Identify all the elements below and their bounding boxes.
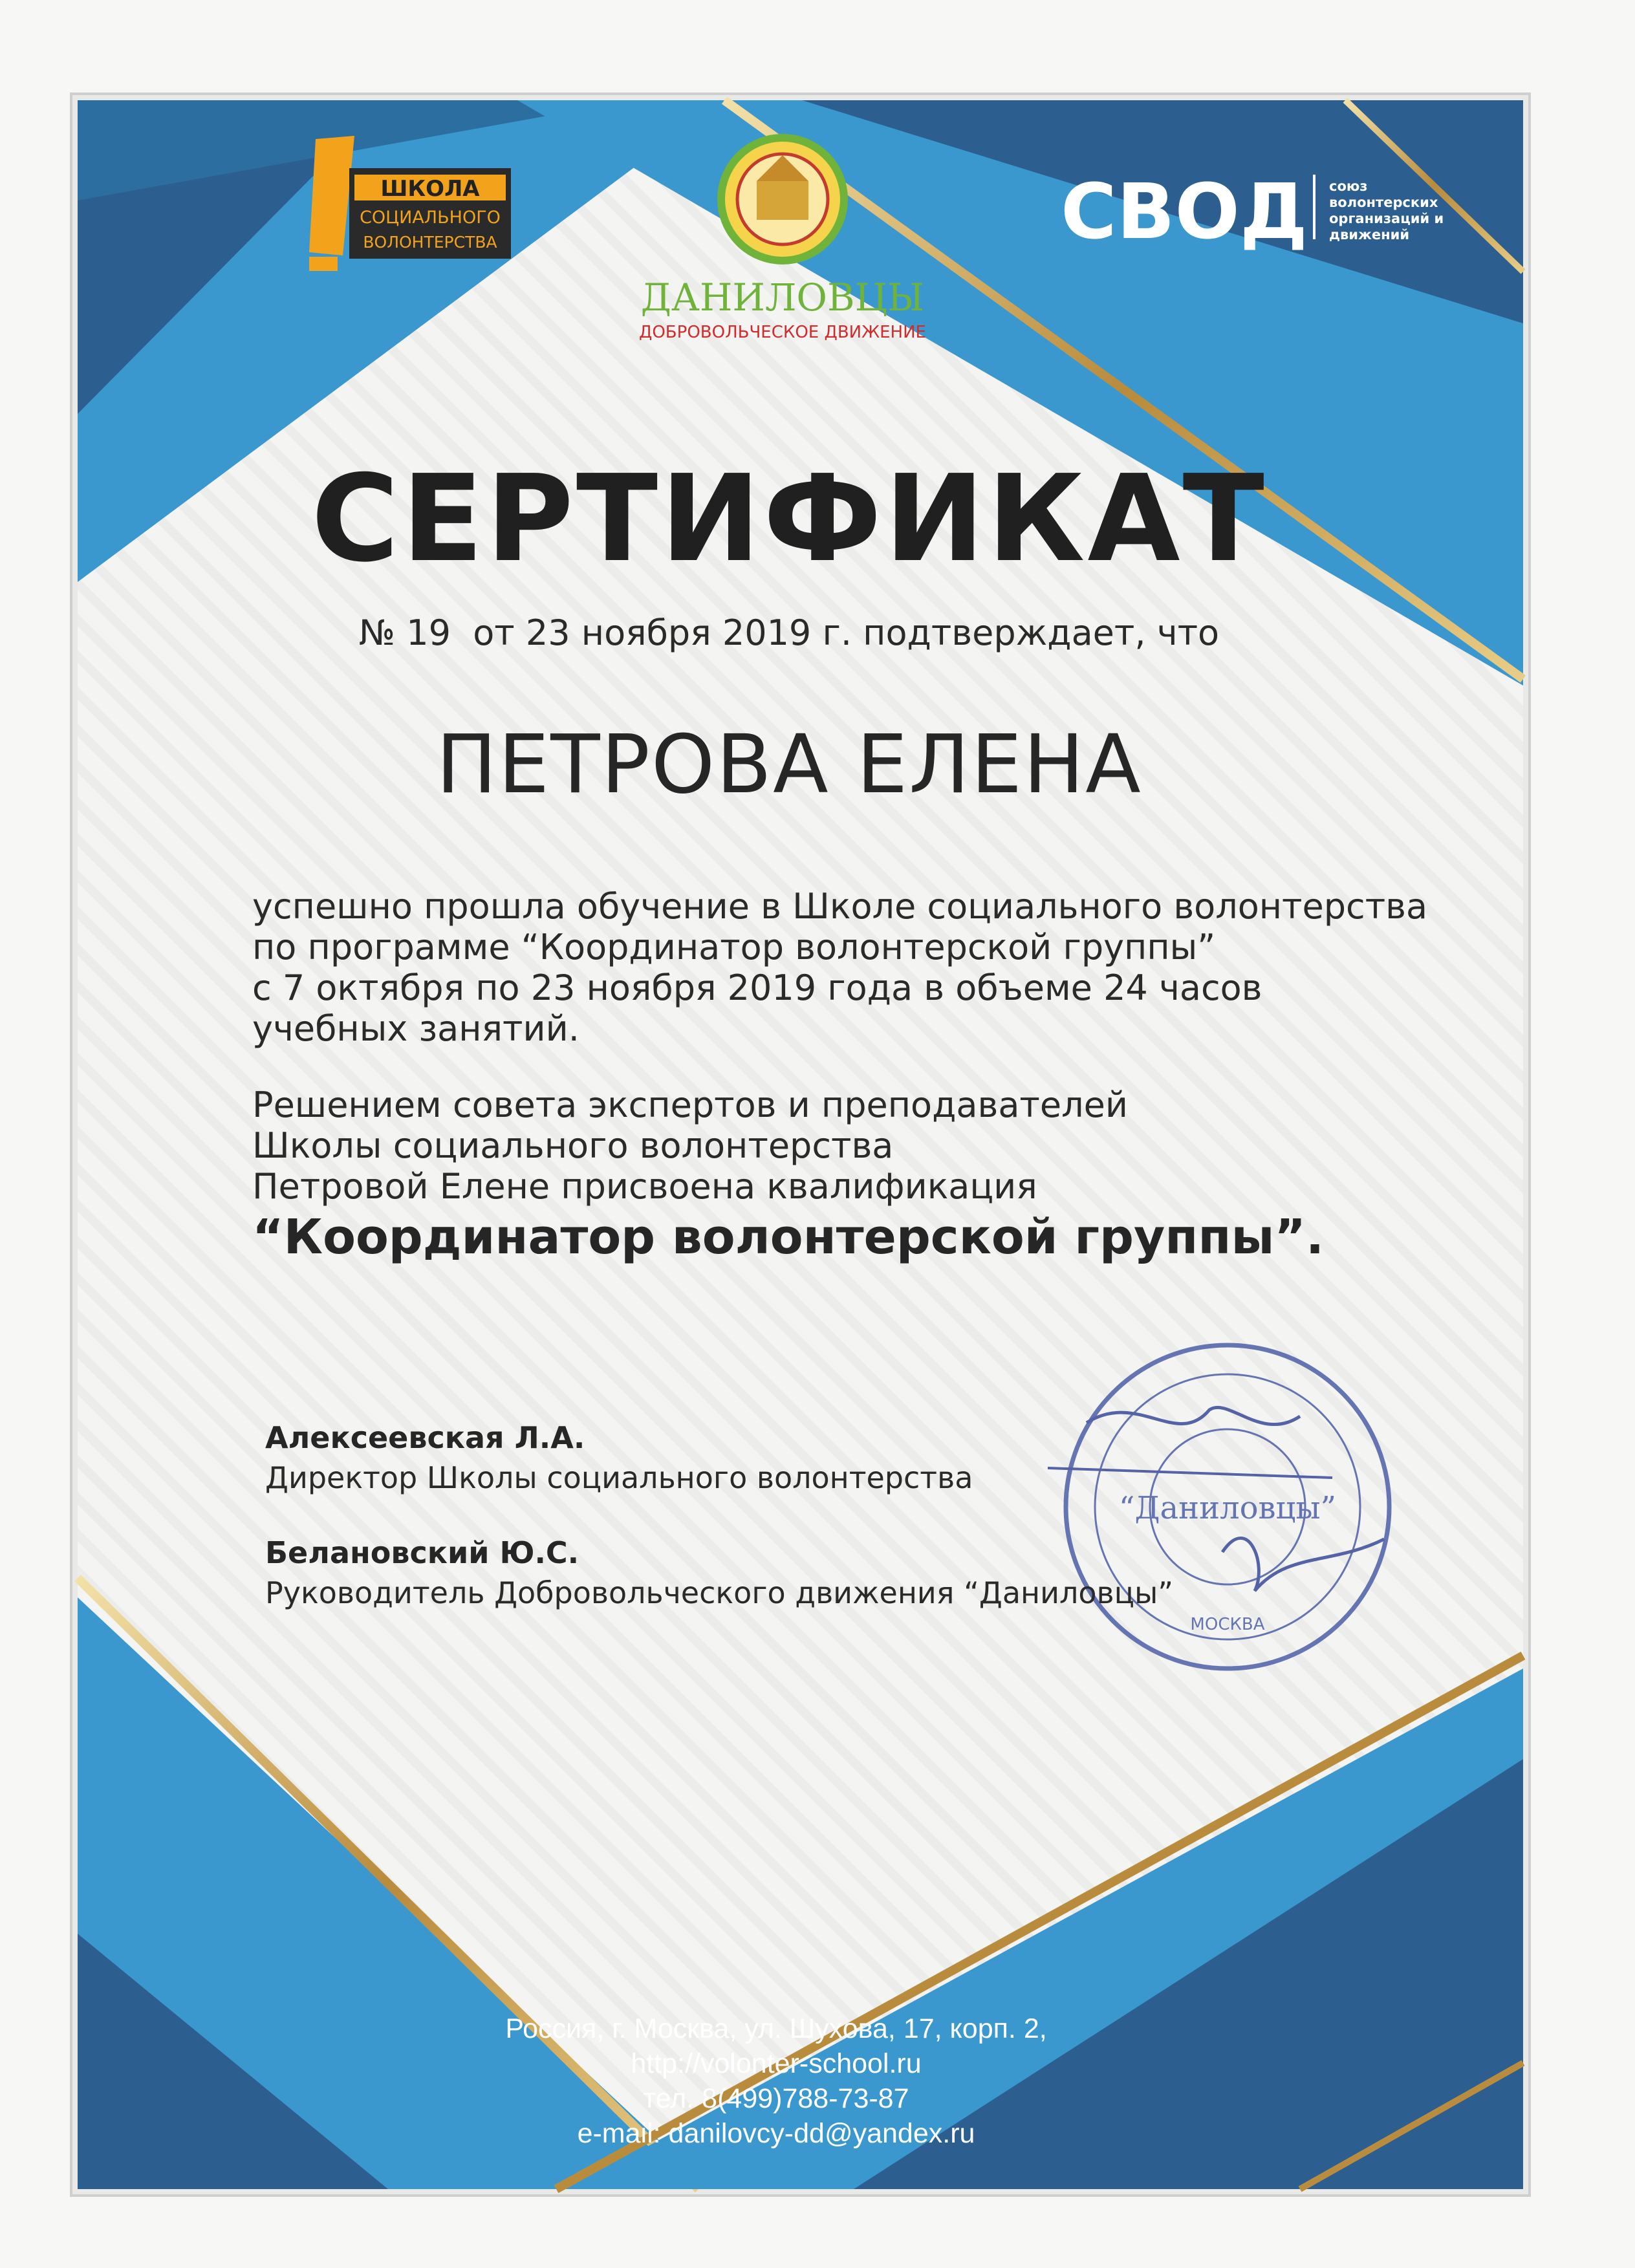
- footer-phone: тел. 8(499)788-73-87: [643, 2083, 909, 2114]
- footer-email: e-mail: danilovcy-dd@yandex.ru: [577, 2118, 975, 2149]
- decision-line: Школы социального волонтерства: [252, 1125, 894, 1166]
- certificate-number-line: № 19 от 23 ноября 2019 г. подтверждает, что: [358, 612, 1220, 653]
- svod-line3: организаций и: [1329, 211, 1444, 226]
- school-logo-line1: ШКОЛА: [380, 176, 480, 202]
- recipient-name: ПЕТРОВА ЕЛЕНА: [436, 718, 1142, 812]
- decision-text: [252, 1085, 1481, 1207]
- svod-line1: союз: [1329, 178, 1368, 194]
- body-line: учебных занятий.: [252, 1008, 579, 1049]
- body-line: успешно прошла обучение в Школе социального волонтерства: [252, 886, 1428, 927]
- decision-line: Петровой Елене присвоена квалификация: [252, 1166, 1037, 1207]
- qualification-title: “Координатор волонтерской группы”.: [252, 1209, 1325, 1265]
- footer-address: Россия, г. Москва, ул. Шухова, 17, корп. 2,: [505, 2013, 1047, 2044]
- footer-contacts: [453, 2011, 1099, 2151]
- signatory-role: Руководитель Добровольческого движения “Даниловцы”: [265, 1575, 1174, 1610]
- signatory-role: Директор Школы социального волонтерства: [265, 1460, 973, 1495]
- certificate-title: СЕРТИФИКАТ: [311, 449, 1267, 589]
- decision-line: Решением совета экспертов и преподавателей: [252, 1085, 1128, 1125]
- svod-name: СВОД: [1061, 167, 1308, 256]
- body-line: с 7 октября по 23 ноября 2019 года в объеме 24 часов: [252, 967, 1262, 1008]
- footer-website: http://volonter-school.ru: [631, 2048, 922, 2079]
- svod-line2: волонтерских: [1329, 195, 1438, 210]
- body-line: по программе “Координатор волонтерской группы”: [252, 927, 1216, 967]
- certificate-body: [252, 886, 1481, 1049]
- svod-line4: движений: [1329, 227, 1410, 243]
- danilovtsy-name: ДАНИЛОВЦЫ: [640, 275, 925, 319]
- signatory-name: Белановский Ю.С.: [265, 1535, 579, 1570]
- school-logo-line2: СОЦИАЛЬНОГО: [360, 208, 501, 228]
- signatory-name: Алексеевская Л.А.: [265, 1420, 585, 1455]
- stamp-city: МОСКВА: [1190, 1615, 1265, 1634]
- school-logo-line3: ВОЛОНТЕРСТВА: [363, 233, 497, 252]
- stamp-center: “Даниловцы”: [1118, 1490, 1337, 1526]
- danilovtsy-subtitle: ДОБРОВОЛЬЧЕСКОЕ ДВИЖЕНИЕ: [639, 323, 926, 342]
